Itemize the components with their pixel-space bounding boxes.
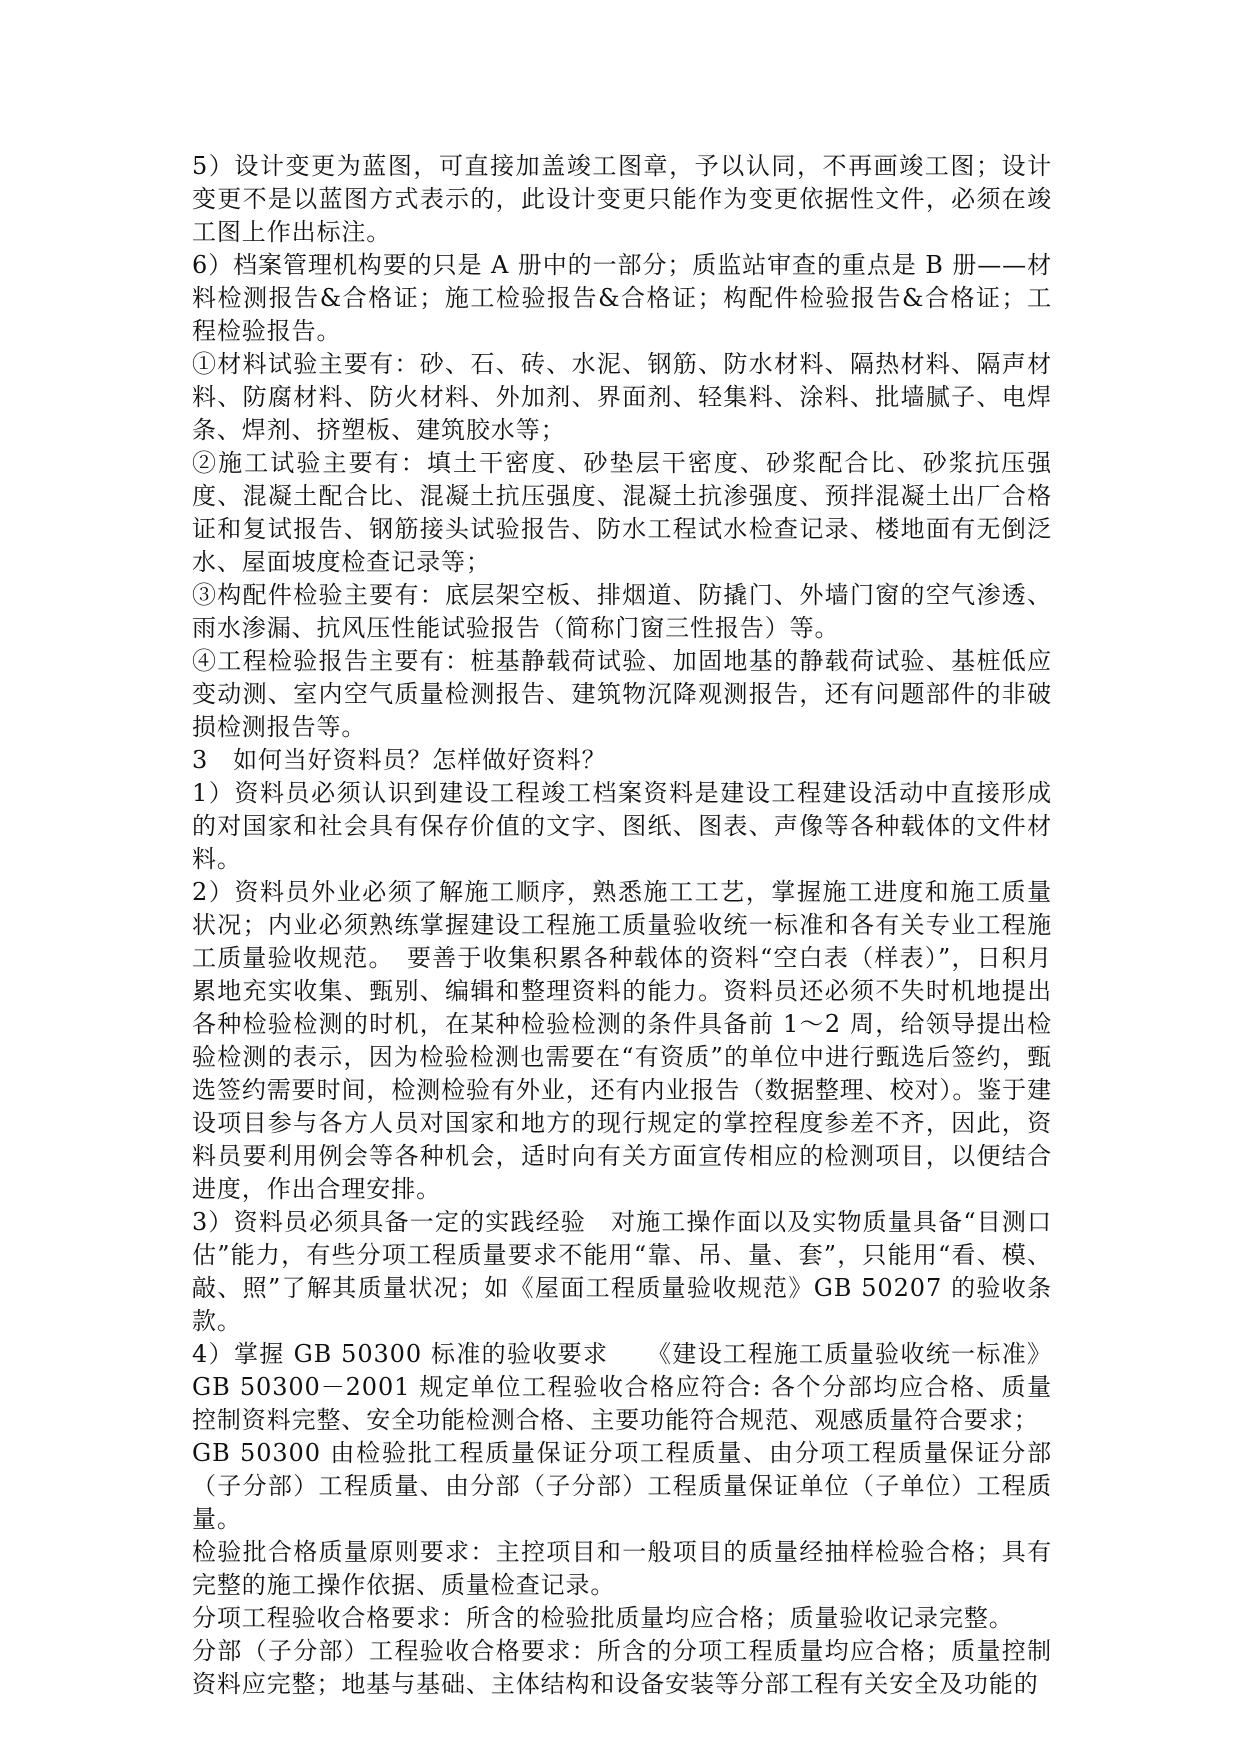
paragraph-batch-acceptance: 检验批合格质量原则要求：主控项目和一般项目的质量经抽样检验合格；具有完整的施工操作依据、质量检查记录。: [192, 1538, 1052, 1599]
paragraph-division-acceptance: 分部（子分部）工程验收合格要求：所含的分项工程质量均应合格；质量控制资料应完整；地基与基础、主体结构和设备安装等分部工程有关安全及功能的: [192, 1637, 1052, 1698]
section-heading: 3 如何当好资料员？怎样做好资料？: [192, 746, 607, 774]
paragraph-component-inspection: ③构配件检验主要有：底层架空板、排烟道、防撬门、外墙门窗的空气渗透、雨水渗漏、抗风压性能试验报告（简称门窗三性报告）等。: [192, 581, 1052, 642]
paragraph-field-and-office-work: 2）资料员外业必须了解施工顺序，熟悉施工工艺，掌握施工进度和施工质量状况；内业必须熟练掌握建设工程施工质量验收统一标准和各有关专业工程施工质量验收规范。 要善于收集积累各种载体的资料“空白表（样表）”，日积月累地充实收集、甄别、编辑和整理资料的能力。资料员还必须不失时机地提出各种检验检测的时机，在某种检验检测的条件具备前 1～2 周，给领导提出检验检测的表示，因为检验检测也需要在“有资质”的单位中进行甄选后签约，甄选签约需要时间，检测检验有外业，还有内业报告（数据整理、校对）。鉴于建设项目参与各方人员对国家和地方的现行规定的掌控程度参差不齐，因此，资料员要利用例会等各种机会，适时向有关方面宣传相应的检测项目，以便结合进度，作出合理安排。: [192, 878, 1052, 1203]
paragraph-archive-requirements: 6）档案管理机构要的只是 A 册中的一部分；质监站审查的重点是 B 册——材料检测报告&合格证；施工检验报告&合格证；构配件检验报告&合格证；工程检验报告。: [192, 251, 1052, 345]
paragraph-quality-hierarchy: GB 50300 由检验批工程质量保证分项工程质量、由分项工程质量保证分部（子分部）工程质量、由分部（子分部）工程质量保证单位（子单位）工程质量。: [192, 1439, 1052, 1533]
paragraph-archive-awareness: 1）资料员必须认识到建设工程竣工档案资料是建设工程建设活动中直接形成的对国家和社会具有保存价值的文字、图纸、图表、声像等各种载体的文件材料。: [192, 779, 1052, 873]
paragraph-construction-tests: ②施工试验主要有：填土干密度、砂垫层干密度、砂浆配合比、砂浆抗压强度、混凝土配合比、混凝土抗压强度、混凝土抗渗强度、预拌混凝土出厂合格证和复试报告、钢筋接头试验报告、防水工程试水检查记录、楼地面有无倒泛水、屋面坡度检查记录等；: [192, 449, 1052, 576]
paragraph-item-acceptance: 分项工程验收合格要求：所含的检验批质量均应合格；质量验收记录完整。: [192, 1604, 1014, 1632]
paragraph-material-tests: ①材料试验主要有：砂、石、砖、水泥、钢筋、防水材料、隔热材料、隔声材料、防腐材料、防火材料、外加剂、界面剂、轻集料、涂料、批墙腻子、电焊条、焊剂、挤塑板、建筑胶水等；: [192, 350, 1052, 444]
document-body: [192, 150, 1052, 1701]
paragraph-practical-experience: 3）资料员必须具备一定的实践经验 对施工操作面以及实物质量具备“目测口估”能力，有些分项工程质量要求不能用“靠、吊、量、套”，只能用“看、模、敲、照”了解其质量状况；如《屋面工程质量验收规范》GB 50207 的验收条款。: [192, 1208, 1052, 1335]
paragraph-design-change-blueprint: 5）设计变更为蓝图，可直接加盖竣工图章，予以认同，不再画竣工图；设计变更不是以蓝图方式表示的，此设计变更只能作为变更依据性文件，必须在竣工图上作出标注。: [192, 152, 1052, 246]
paragraph-engineering-inspection: ④工程检验报告主要有：桩基静载荷试验、加固地基的静载荷试验、基桩低应变动测、室内空气质量检测报告、建筑物沉降观测报告，还有问题部件的非破损检测报告等。: [192, 647, 1052, 741]
paragraph-gb50300-requirements: 4）掌握 GB 50300 标准的验收要求 《建设工程施工质量验收统一标准》GB 50300－2001 规定单位工程验收合格应符合: 各个分部均应合格、质量控制资料完整、安全功能检测合格、主要功能符合规范、观感质量符合要求；: [192, 1340, 1052, 1434]
